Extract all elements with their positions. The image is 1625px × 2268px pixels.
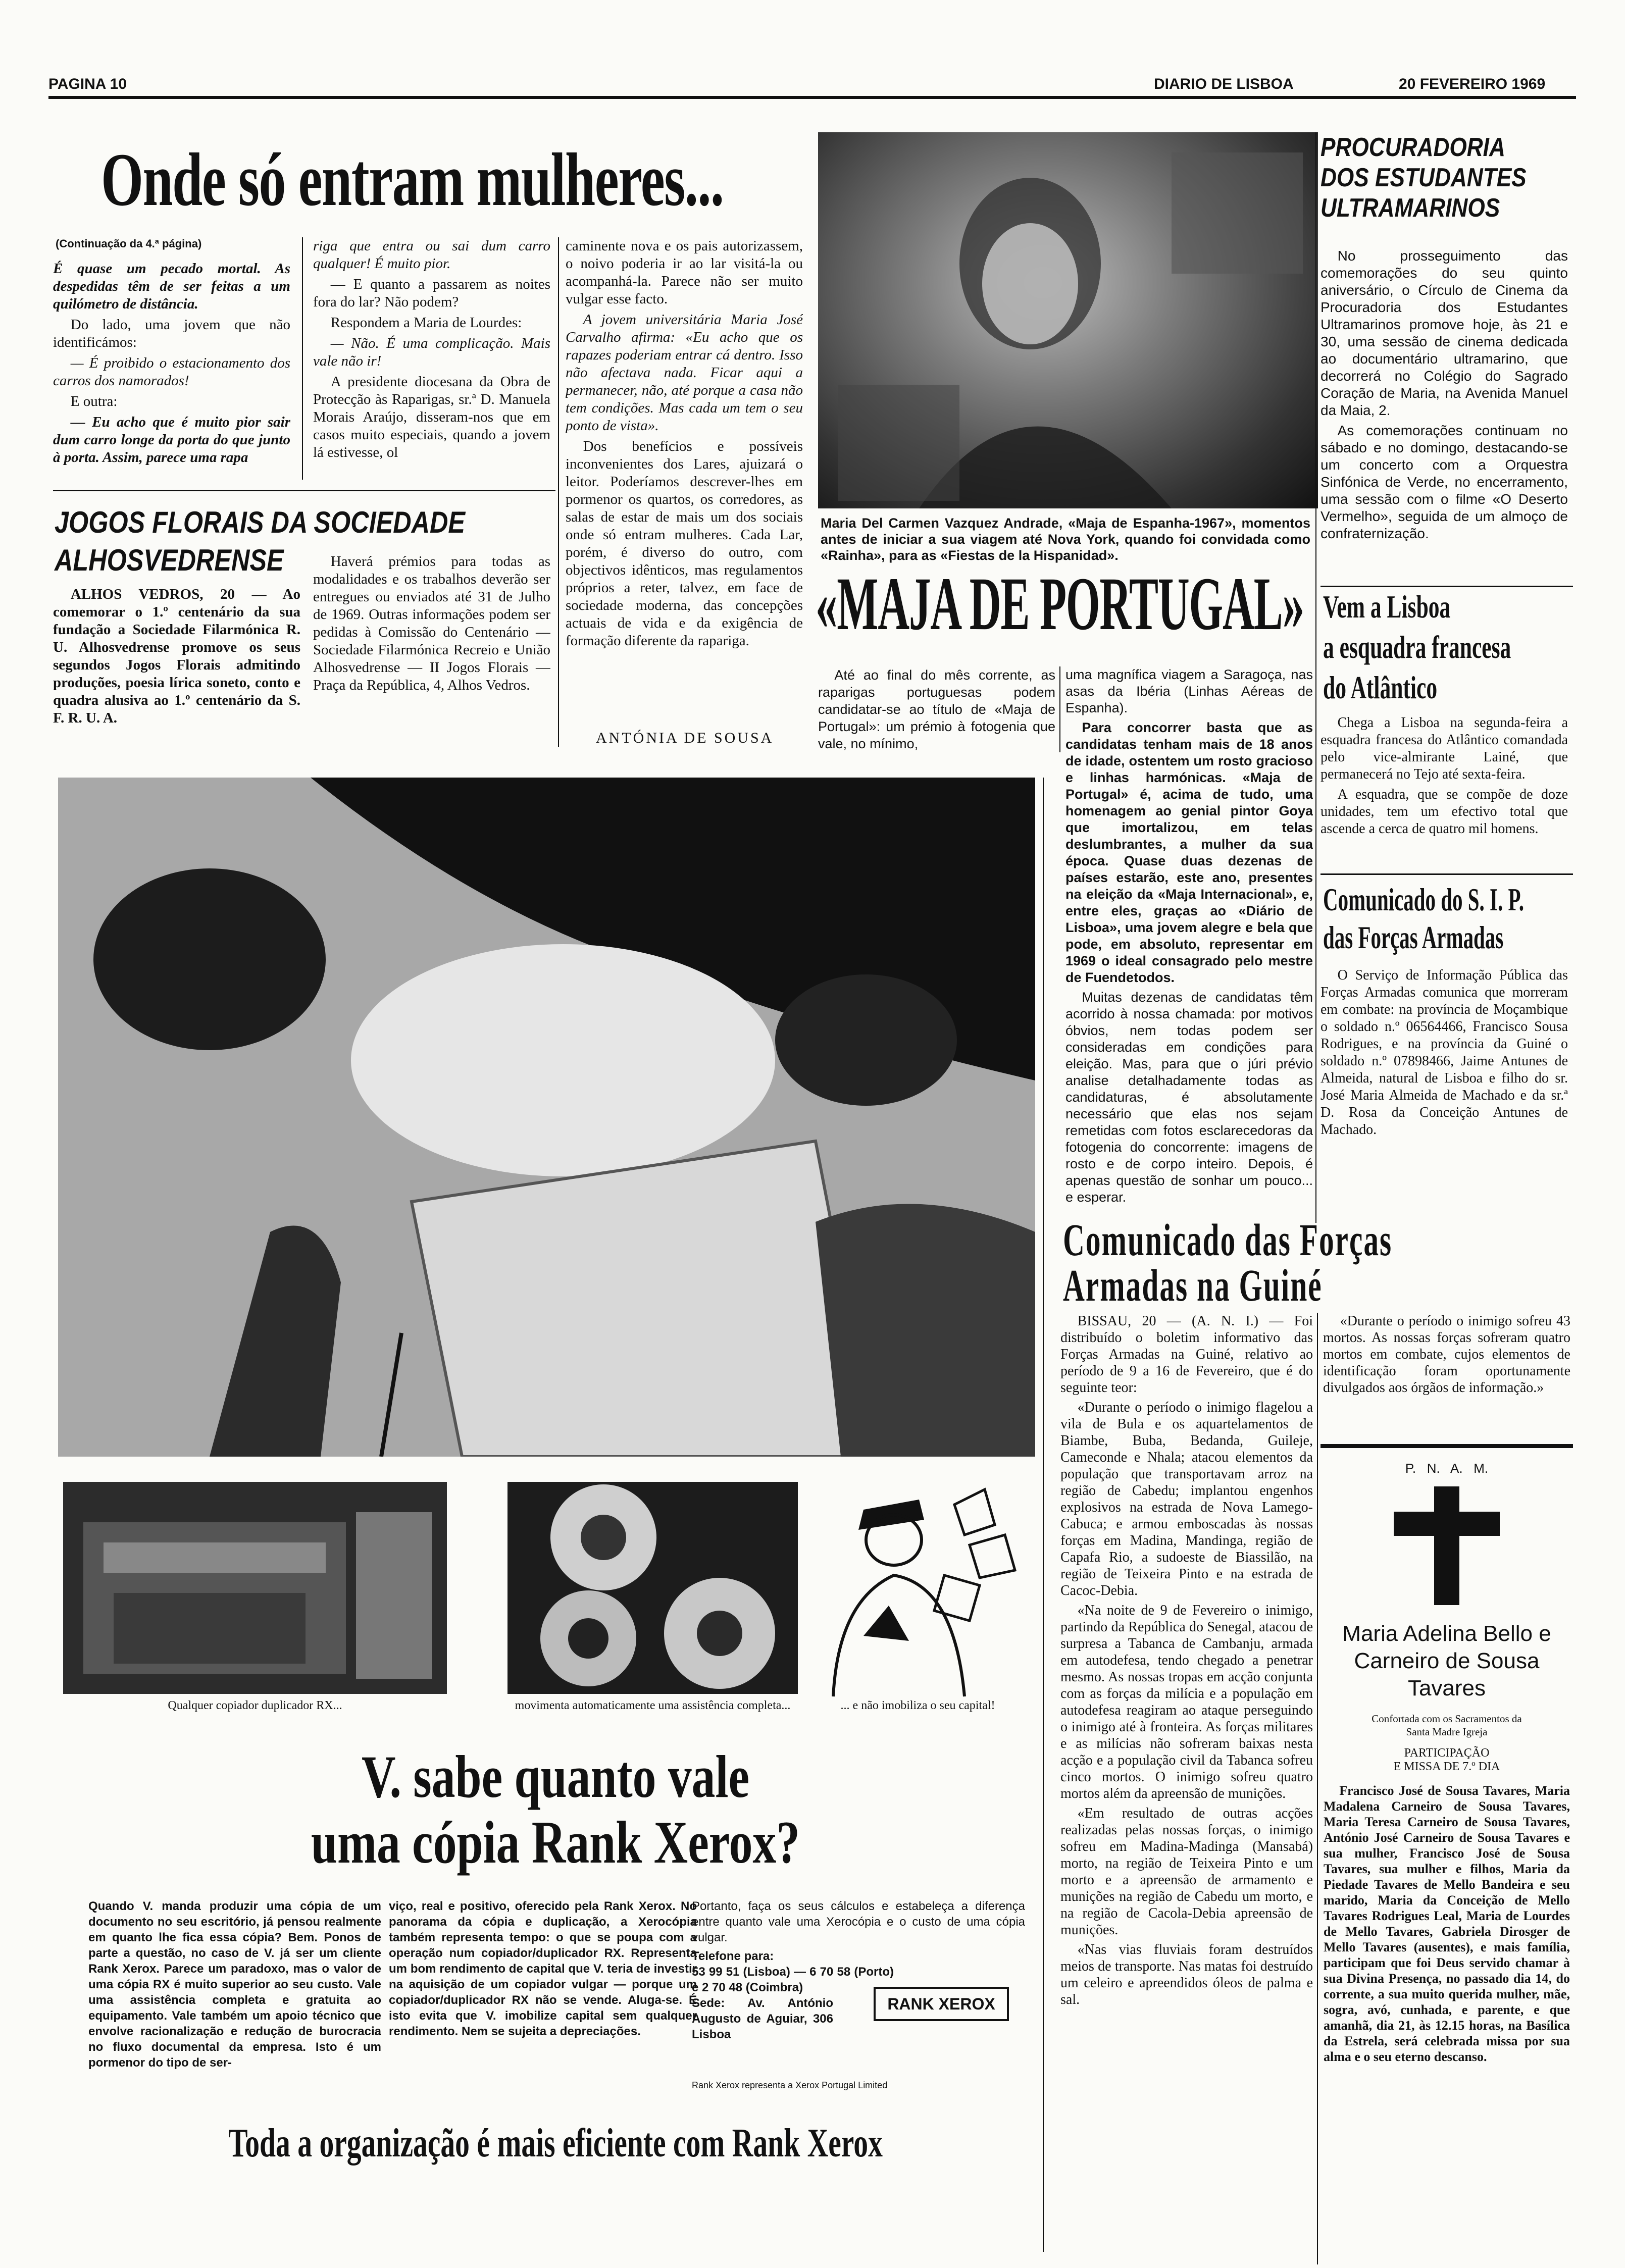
paragraph: «Na noite de 9 de Fevereiro o inimigo, partindo da República do Senegal, atacou de surpresa a Tabanca de Cambanju, armada em autodefesa, tendo chegado a penetrar mesmo. As nossas tropas em acção conjunta com as forças da milícia e a população em autodefesa reagiram ao ataque perseguindo o inimigo até à fronteira. As forças militares e as milícias não sofreram baixas nesta acção e a população civil da Tabanca sofreu cinco mortos. O inimigo sofreu quatro mortos além da apreensão de munições. [1060, 1603, 1313, 1801]
paragraph: «Durante o período o inimigo flagelou a vila de Bula e os aquartelamentos de Biambe, Buba, Bedanda, Guileje, Cameconde e Nhala; atacou elementos da população que transportavam arroz na região de Cabedu; implantou engenhos explosivos na estrada de Nova Lamego-Cabuca; e armou emboscadas às nossas forças em Madina, Mandinga, região de Capafa Rio, a sudoeste de Biassilão, na região de Teixeira Pinto e na estrada de Cacoc-Debia. [1060, 1400, 1313, 1599]
paragraph: A presidente diocesana da Obra de Protecção às Raparigas, sr.ª D. Manuela Morais Araújo, disseram-nos que em casos muito especiais, quando a jovem lá estivesse, ol [313, 374, 550, 460]
guine-column-2 [1323, 1313, 1570, 1429]
paragraph: «Durante o período o inimigo sofreu 43 mortos. As nossas forças sofreram quatro mortos em combate, cujos elementos de identificação foram oportunamente divulgados aos órgãos de informação.» [1323, 1313, 1570, 1396]
xerox-headline-line2: uma cópia Rank Xerox? [311, 1809, 800, 1876]
section-rule [1321, 873, 1573, 875]
section-rule [53, 490, 555, 491]
esquadra-title-line1: Vem a Lisboa [1323, 589, 1451, 625]
phones: 53 99 51 (Lisboa) — 6 70 58 (Porto) e 2 70 48 (Coimbra) [692, 1965, 894, 1994]
paragraph: Respondem a Maria de Lourdes: [330, 315, 522, 331]
paragraph: — É proibido o estacionamento dos carros dos namorados! [53, 355, 290, 389]
obituary-text: Francisco José de Sousa Tavares, Maria Madalena Carneiro de Sousa Tavares, Maria Teresa Carneiro de Sousa Tavares, António José Carneiro de Sousa Tavares e sua mulher, Francisco José de Sousa Tavares, sua mulher e filhos, Maria da Piedade Tavares de Mello Bandeira e seu marido, Maria da Conceição de Mello Tavares Rodrigues Leal, Maria de Lourdes de Mello Tavares, Gabriela Dirosger de Mello Tavares (ausentes), e mais família, participam que foi Deus servido chamar à sua Divina Presença, no passado dia 14, do corrente, a sua muito querida mulher, mãe, sogra, avó, cunhada, e parente, e que amanhã, dia 21, às 12.15 horas, na Basílica da Estrela, será celebrada missa por sua alma e o seu eterno descanso. [1324, 1783, 1570, 2064]
paragraph: Dos benefícios e possíveis inconvenientes dos Lares, ajuizará o leitor. Poderíamos descrever-lhes em pormenor os quartos, os corredores, as salas de estar de mais um dos sociais onde só entram mulheres. Cada Lar, porém, é diverso do outro, com objectivos idênticos, mas regulamentos próprios a reter, talvez, em face de sociedade moderna, das concepções actuais de vida e da exigência de formação diferente da rapariga. [566, 438, 803, 649]
paragraph: Do lado, uma jovem que não identificámos: [53, 317, 290, 350]
mulheres-column-2 [313, 237, 550, 482]
copier-photo [63, 1482, 447, 1694]
paragraph: riga que entra ou sai dum carro qualquer! É muito pior. [313, 238, 550, 272]
mulheres-column-3 [566, 237, 803, 735]
paragraph: Chega a Lisboa na segunda-feira a esquadra francesa do Atlântico comandada pelo vice-almirante Lainé, que permanecerá no Tejo até sexta-feira. [1321, 715, 1568, 782]
column-divider [1043, 778, 1044, 2252]
section-rule [1321, 586, 1573, 587]
guine-column-1 [1060, 1313, 1313, 2264]
paragraph: As comemorações continuam no sábado e no domingo, destacando-se um concerto com a Orquestra Sinfónica de Verde, no encerramento, uma sessão com o filme «O Deserto Vermelho», seguida de um almoço de confraternização. [1321, 423, 1568, 541]
sip-title-line1: Comunicado do S. I. P. [1323, 882, 1524, 917]
procuradoria-title-line3: ULTRAMARINOS [1321, 193, 1500, 223]
logo-text: RANK XEROX [887, 1995, 995, 2013]
column-divider [1315, 132, 1316, 1223]
guine-title-line2: Armadas na Guiné [1063, 1261, 1323, 1311]
jogos-column-1 [53, 586, 300, 750]
paragraph: — Eu acho que é muito pior sair dum carro longe da porta do que junto à porta. Assim, parece uma rapa [53, 414, 290, 466]
xerox-column-2 [389, 1898, 697, 2110]
paragraph: «Em resultado de outras acções realizadas pelas nossas forças, o inimigo sofreu em Madina-Madinga (Mansabá) morto, na região de Teixeira Pinto e um morto e a apreensão de armamento e munições na região de Cabedu um morto, e na região de Cacola-Debia apreensão de munições. [1060, 1806, 1313, 1938]
obituary-subtitle: Confortada com os Sacramentos da Santa Madre Igreja [1372, 1713, 1522, 1738]
paragraph: — E quanto a passarem as noites fora do lar? Não podem? [313, 276, 550, 310]
xerox-tagline: Toda a organização é mais eficiente com Rank Xerox [228, 2121, 883, 2166]
maja-photo [818, 132, 1318, 508]
paragraph: A jovem universitária Maria José Carvalho afirma: «Eu acho que os rapazes poderiam entrar cá dentro. Isso não afectava nada. Ficar aqui a permanecer, não, até porque a casa não tem condições. Mas cada um tem o seu ponto de vista». [566, 312, 803, 434]
paragraph: Portanto, faça os seus cálculos e estabeleça a diferença entre quanto vale uma Xerocópia e o custo de uma cópia vulgar. [692, 1899, 1025, 1944]
article-signature: ANTÓNIA DE SOUSA [596, 730, 774, 746]
paragraph: ALHOS VEDROS, 20 — Ao comemorar o 1.º centenário da sua fundação a Sociedade Filarmónica R. U. Alhosvedrense promove os seus segundos Jogos Florais admitindo produções, poesia lírica soneto, conto e quadra alusiva ao 1.º centenário da S. F. R. U. A. [53, 586, 300, 726]
paragraph: Até ao final do mês corrente, as raparigas portuguesas podem candidatar-se ao título de «Maja de Portugal»: um prémio à fotogenia que vale, no mínimo, [818, 667, 1055, 751]
maja-photo-caption: Maria Del Carmen Vazquez Andrade, «Maja de Espanha-1967», momentos antes de iniciar a sua viagem até Nova York, quando foi convidada como «Rainha», para as «Fiestas de la Hispanidad». [821, 516, 1310, 563]
newspaper-name: DIARIO DE LISBOA [1154, 76, 1294, 92]
esquadra-title-line2: a esquadra francesa [1323, 629, 1511, 665]
column-divider [302, 237, 303, 480]
xerox-column-1 [88, 1898, 381, 2110]
businessman-cartoon [803, 1474, 1033, 1699]
xerox-headline-line1: V. sabe quanto vale [361, 1743, 750, 1810]
paragraph: uma magnífica viagem a Saragoça, nas asas da Ibéria (Linhas Aéreas de Espanha). [1065, 667, 1313, 715]
photo-illustration [58, 778, 1035, 1457]
address: Sede: Av. António Augusto de Aguiar, 306 Lisboa [692, 1996, 833, 2041]
paragraph: Haverá prémios para todas as modalidades e os trabalhos deverão ser entregues ou enviados até 31 de Julho de 1969. Outras informações podem ser pedidas à Comissão do Centenário — Sociedade Filarmónica Recreio e União Alhosvedrense — II Jogos Florais — Praça da República, 4, Alhos Vedros. [313, 553, 550, 693]
paragraph: Para concorrer basta que as candidatas tenham mais de 18 anos de idade, ostentem um rosto gracioso e linhas harmónicas. «Maja de Portugal» é, acima de tudo, uma homenagem ao genial pintor Goya que imortalizou, em telas deslumbrantes, a mulher da sua época. Quase duas dezenas de países estarão, este ano, presentes na eleição da «Maja Internacional», e, entre eles, graças ao «Diário de Lisboa», uma jovem alegre e bela que pode, em absoluto, representar em 1969 o ideal consagrado pelo mestre de Fuendetodos. [1065, 720, 1313, 985]
obituary-notice-1: PARTICIPAÇÃO [1404, 1746, 1490, 1760]
paragraph: Quando V. manda produzir uma cópia de um documento no seu escritório, já pensou realmente em quanto lhe fica essa cópia? Bem. Ponos de parte a questão, no caso de V. já ser um cliente Rank Xerox. Parece um paradoxo, mas o valor de uma cópia RX é muito superior ao seu custo. Vale uma assistência completa e gratuita ao equipamento. Vale também um apoio técnico que envolve racionalização e redução de burocracia no fluxo documental da empresa. Isto é um pormenor do tipo de ser- [88, 1899, 381, 2070]
sip-title-line2: das Forças Armadas [1323, 919, 1504, 955]
column-divider [558, 237, 559, 747]
obituary-box [1321, 1444, 1573, 2256]
jogos-column-2 [313, 553, 550, 750]
paragraph: Muitas dezenas de candidatas têm acorrido à nossa chamada: por motivos óbvios, nem todas podem ser consideradas em condições para eleição. Mas, para que o júri prévio analise detalhadamente todas as candidaturas, é absolutamente necessário que elas nos sejam remetidas com fotos esclarecedoras da fotogenia do concorrente: imagens de rosto e de corpo inteiro. Depois, é apenas questão de sonhar um pouco... e esperar. [1065, 990, 1313, 1205]
paragraph: No prosseguimento das comemorações do seu quinto aniversário, o Círculo de Cinema da Procuradoria dos Estudantes Ultramarinos promove hoje, às 21 e 30, uma sessão de cinema dedicada ao documentário ultramarino, que decorrerá no Colégio do Sagrado Coração de Maria, na Avenida Manuel da Maia, 2. [1321, 248, 1568, 418]
procuradoria-title-line1: PROCURADORIA [1321, 133, 1505, 162]
procuradoria-title-line2: DOS ESTUDANTES [1321, 163, 1527, 192]
paragraph: E outra: [70, 393, 118, 409]
paragraph: É quase um pecado mortal. As despedidas têm de ser feitas a um quilómetro de distância. [53, 261, 290, 312]
photo-caption-2: movimenta automaticamente uma assistência completa... [515, 1699, 791, 1712]
obituary-name: Maria Adelina Bello e Carneiro de Sousa Tavares [1342, 1621, 1551, 1700]
reels-photo [507, 1482, 798, 1694]
guine-title-line1: Comunicado das Forças [1063, 1215, 1393, 1265]
procuradoria-text [1321, 247, 1568, 586]
maja-column-2 [1065, 666, 1313, 1232]
maja-title: «MAJA DE PORTUGAL» [816, 562, 1304, 646]
photo-caption-3: ... e não imobiliza o seu capital! [840, 1699, 995, 1712]
column-divider [1317, 1313, 1318, 2264]
phones-label: Telefone para: [692, 1949, 774, 1963]
obituary-initials: P. N. A. M. [1405, 1461, 1489, 1476]
paragraph: caminente nova e os pais autorizassem, o noivo poderia ir ao lar visitá-la ou acompanhá-la. Parece não ser muito vulgar esse facto. [566, 238, 803, 307]
photo-illustration [818, 132, 1318, 508]
maja-column-1 [818, 666, 1055, 752]
column-divider [1059, 666, 1060, 752]
paragraph: — Não. É uma complicação. Mais vale não ir! [313, 335, 550, 369]
jogos-title-line2: ALHOSVEDRENSE [55, 543, 284, 577]
procuradoria-title-block [1321, 132, 1573, 223]
paragraph: «Nas vias fluviais foram destruídos meios de transporte. Nas matas foi destruído um celeiro e apreendidos óleos de palma e sal. [1060, 1942, 1313, 2007]
issue-date: 20 FEVEREIRO 1969 [1399, 76, 1546, 92]
photo-illustration [63, 1482, 447, 1694]
page-number: PAGINA 10 [48, 76, 127, 92]
paragraph: BISSAU, 20 — (A. N. I.) — Foi distribuído o boletim informativo das Forças Armadas na Guiné, relativo ao período de 9 a 16 de Fevereiro, que é do seguinte teor: [1060, 1313, 1313, 1396]
obituary-notice-2: E MISSA DE 7.º DIA [1393, 1760, 1500, 1773]
xerox-main-photo [58, 778, 1035, 1457]
esquadra-text [1321, 714, 1568, 876]
rank-xerox-logo [874, 1987, 1009, 2021]
sip-text [1321, 967, 1568, 1214]
paragraph: A esquadra, que se compõe de doze unidades, tem um efectivo total que ascende a cerca de quatro mil homens. [1321, 787, 1568, 837]
continuation-note: (Continuação da 4.ª página) [56, 237, 202, 250]
article-title-mulheres: Onde só entram mulheres... [101, 138, 724, 222]
jogos-title-line1: JOGOS FLORAIS DA SOCIEDADE [55, 505, 466, 539]
paragraph: viço, real e positivo, oferecido pela Rank Xerox. No panorama da cópia e duplicação, a Xerocópia também representa tempo: o que se poupa com a operação num copiador/duplicador RX. Representa um bom rendimento de capital que V. teria de investir na aquisição de um copiador vulgar — porque um copiador/duplicador RX não se vende. Aluga-se. É isto evita que V. imobilize capital sem qualquer rendimento. Nem se sujeita a depreciações. [389, 1899, 697, 2038]
cartoon-illustration [803, 1474, 1033, 1699]
esquadra-title-line3: do Atlântico [1323, 669, 1438, 705]
cross-icon [1321, 1481, 1573, 1608]
photo-caption-1: Qualquer copiador duplicador RX... [168, 1699, 342, 1712]
photo-illustration [507, 1482, 798, 1694]
paragraph: O Serviço de Informação Pública das Forças Armadas comunica que morreram em combate: na província de Moçambique o soldado n.º 06564466, Francisco Sousa Rodrigues, e na província da Guiné o soldado n.º 07898466, Jaime Antunes de Almeida, natural de Lisboa e filho do sr. José Maria Almeida de Machado e da sr.ª D. Rosa da Conceição Antunes de Machado. [1321, 967, 1568, 1138]
masthead-rule [48, 96, 1576, 99]
mulheres-column-1 [53, 260, 290, 482]
xerox-footnote: Rank Xerox representa a Xerox Portugal Limited [692, 2080, 888, 2090]
